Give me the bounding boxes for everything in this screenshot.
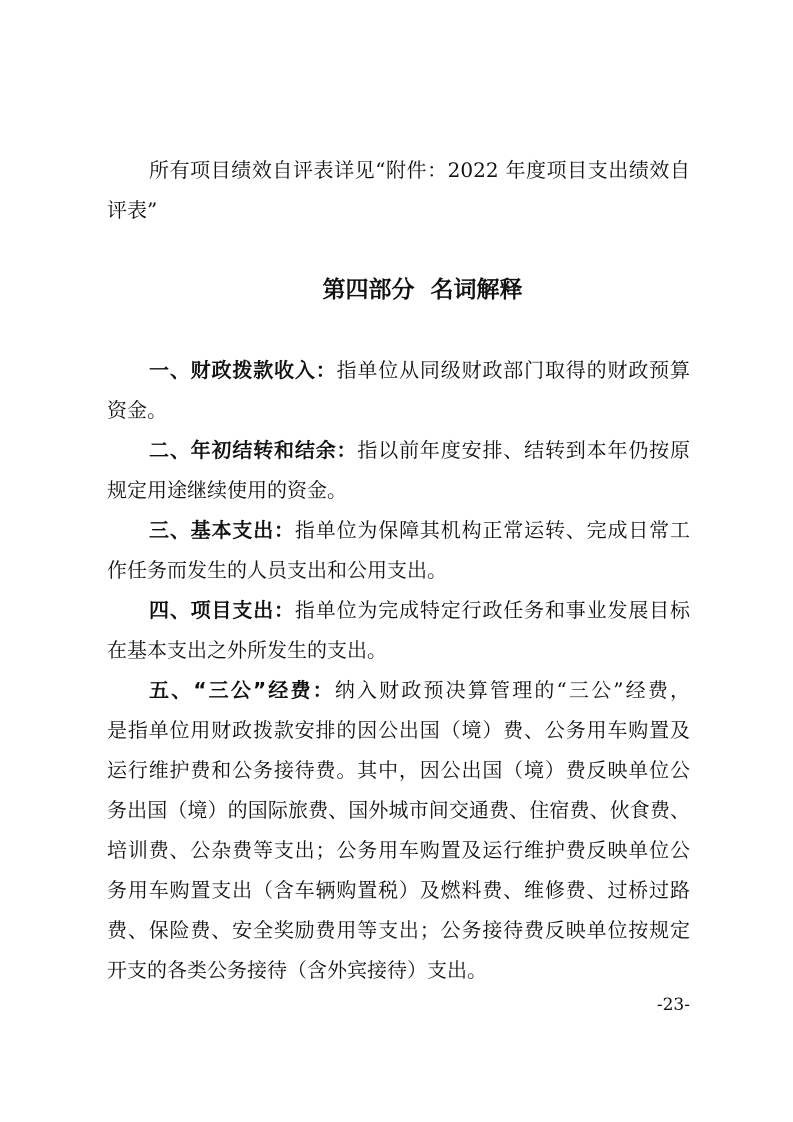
term-list	[107, 350, 690, 990]
term-label: 四、项目支出：	[149, 598, 295, 622]
intro-paragraph	[107, 150, 690, 230]
term-line: 培训费、公杂费等支出；公务用车购置及运行维护费反映单位公	[107, 838, 690, 862]
term-first-line	[107, 510, 690, 550]
term-item	[107, 590, 690, 670]
intro-line: 所有项目绩效自评表详见“附件：2022 年度项目支出绩效自	[149, 158, 690, 182]
term-definition: 指单位为完成特定行政任务和事业发展目标	[294, 598, 690, 622]
term-first-line	[107, 430, 690, 470]
term-label: 三、基本支出：	[149, 518, 295, 542]
term-first-line	[107, 670, 690, 710]
term-definition: 指单位为保障其机构正常运转、完成日常工	[294, 518, 690, 542]
term-line: 务用车购置支出（含车辆购置税）及燃料费、维修费、过桥过路	[107, 878, 690, 902]
term-line: 作任务而发生的人员支出和公用支出。	[107, 558, 447, 582]
term-first-line	[107, 590, 690, 630]
term-line: 运行维护费和公务接待费。其中，因公出国（境）费反映单位公	[107, 758, 690, 782]
term-item	[107, 510, 690, 590]
term-label: 一、财政拨款收入：	[149, 358, 337, 382]
intro-line: 评表”	[107, 198, 158, 222]
term-item	[107, 670, 690, 990]
term-line: 在基本支出之外所发生的支出。	[107, 638, 387, 662]
term-label: 二、年初结转和结余：	[149, 438, 358, 462]
page-number: -23-	[656, 995, 690, 1015]
term-line: 规定用途继续使用的资金。	[107, 478, 347, 502]
term-line: 资金。	[107, 398, 167, 422]
term-label: 五、“三公”经费：	[149, 678, 335, 702]
term-definition: 纳入财政预决算管理的“三公”经费，	[334, 678, 690, 702]
term-definition: 指以前年度安排、结转到本年仍按原	[357, 438, 690, 462]
term-line: 是指单位用财政拨款安排的因公出国（境）费、公务用车购置及	[107, 718, 690, 742]
section-heading: 第四部分 名词解释	[322, 277, 523, 303]
term-item	[107, 350, 690, 430]
term-line: 务出国（境）的国际旅费、国外城市间交通费、住宿费、伙食费、	[107, 798, 690, 822]
term-line: 开支的各类公务接待（含外宾接待）支出。	[107, 958, 487, 982]
term-line: 费、保险费、安全奖励费用等支出；公务接待费反映单位按规定	[107, 918, 690, 942]
term-first-line	[107, 350, 690, 390]
term-definition: 指单位从同级财政部门取得的财政预算	[336, 358, 690, 382]
term-item	[107, 430, 690, 510]
